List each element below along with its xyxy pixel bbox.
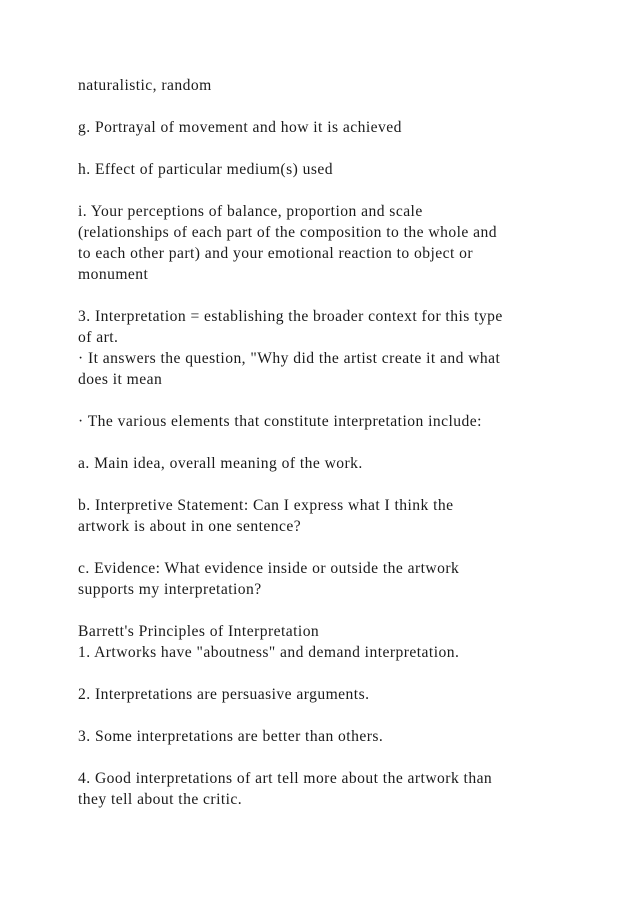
paragraph-gap <box>78 138 578 159</box>
paragraph-gap <box>78 96 578 117</box>
paragraph-gap <box>78 390 578 411</box>
paragraph-naturalistic: naturalistic, random <box>78 77 212 94</box>
paragraph-gap <box>78 705 578 726</box>
paragraph-main-idea: a. Main idea, overall meaning of the work. <box>78 455 363 472</box>
paragraph-gap <box>78 663 578 684</box>
paragraph-barrett-principles: Barrett's Principles of Interpretation 1. Artworks have "aboutness" and demand interpretation. <box>78 623 460 661</box>
paragraph-gap <box>78 180 578 201</box>
paragraph-gap <box>78 600 578 621</box>
paragraph-interpretation-definition: 3. Interpretation = establishing the broader context for this type of art. · It answers the question, "Why did the artist create it and what does it mean <box>78 308 503 388</box>
paragraph-gap <box>78 747 578 768</box>
paragraph-gap <box>78 537 578 558</box>
paragraph-elements-intro: · The various elements that constitute interpretation include: <box>78 413 482 430</box>
paragraph-movement: g. Portrayal of movement and how it is achieved <box>78 119 402 136</box>
paragraph-principle-4: 4. Good interpretations of art tell more about the artwork than they tell about the critic. <box>78 770 493 808</box>
paragraph-principle-2: 2. Interpretations are persuasive arguments. <box>78 686 370 703</box>
paragraph-principle-3: 3. Some interpretations are better than others. <box>78 728 384 745</box>
paragraph-gap <box>78 432 578 453</box>
paragraph-interpretive-statement: b. Interpretive Statement: Can I express what I think the artwork is about in one sentence? <box>78 497 454 535</box>
paragraph-medium: h. Effect of particular medium(s) used <box>78 161 333 178</box>
paragraph-evidence: c. Evidence: What evidence inside or outside the artwork supports my interpretation? <box>78 560 460 598</box>
paragraph-gap <box>78 285 578 306</box>
document-body <box>78 75 578 810</box>
paragraph-gap <box>78 474 578 495</box>
paragraph-perceptions: i. Your perceptions of balance, proportion and scale (relationships of each part of the composition to the whole and to each other part) and your emotional reaction to object or monument <box>78 203 497 283</box>
